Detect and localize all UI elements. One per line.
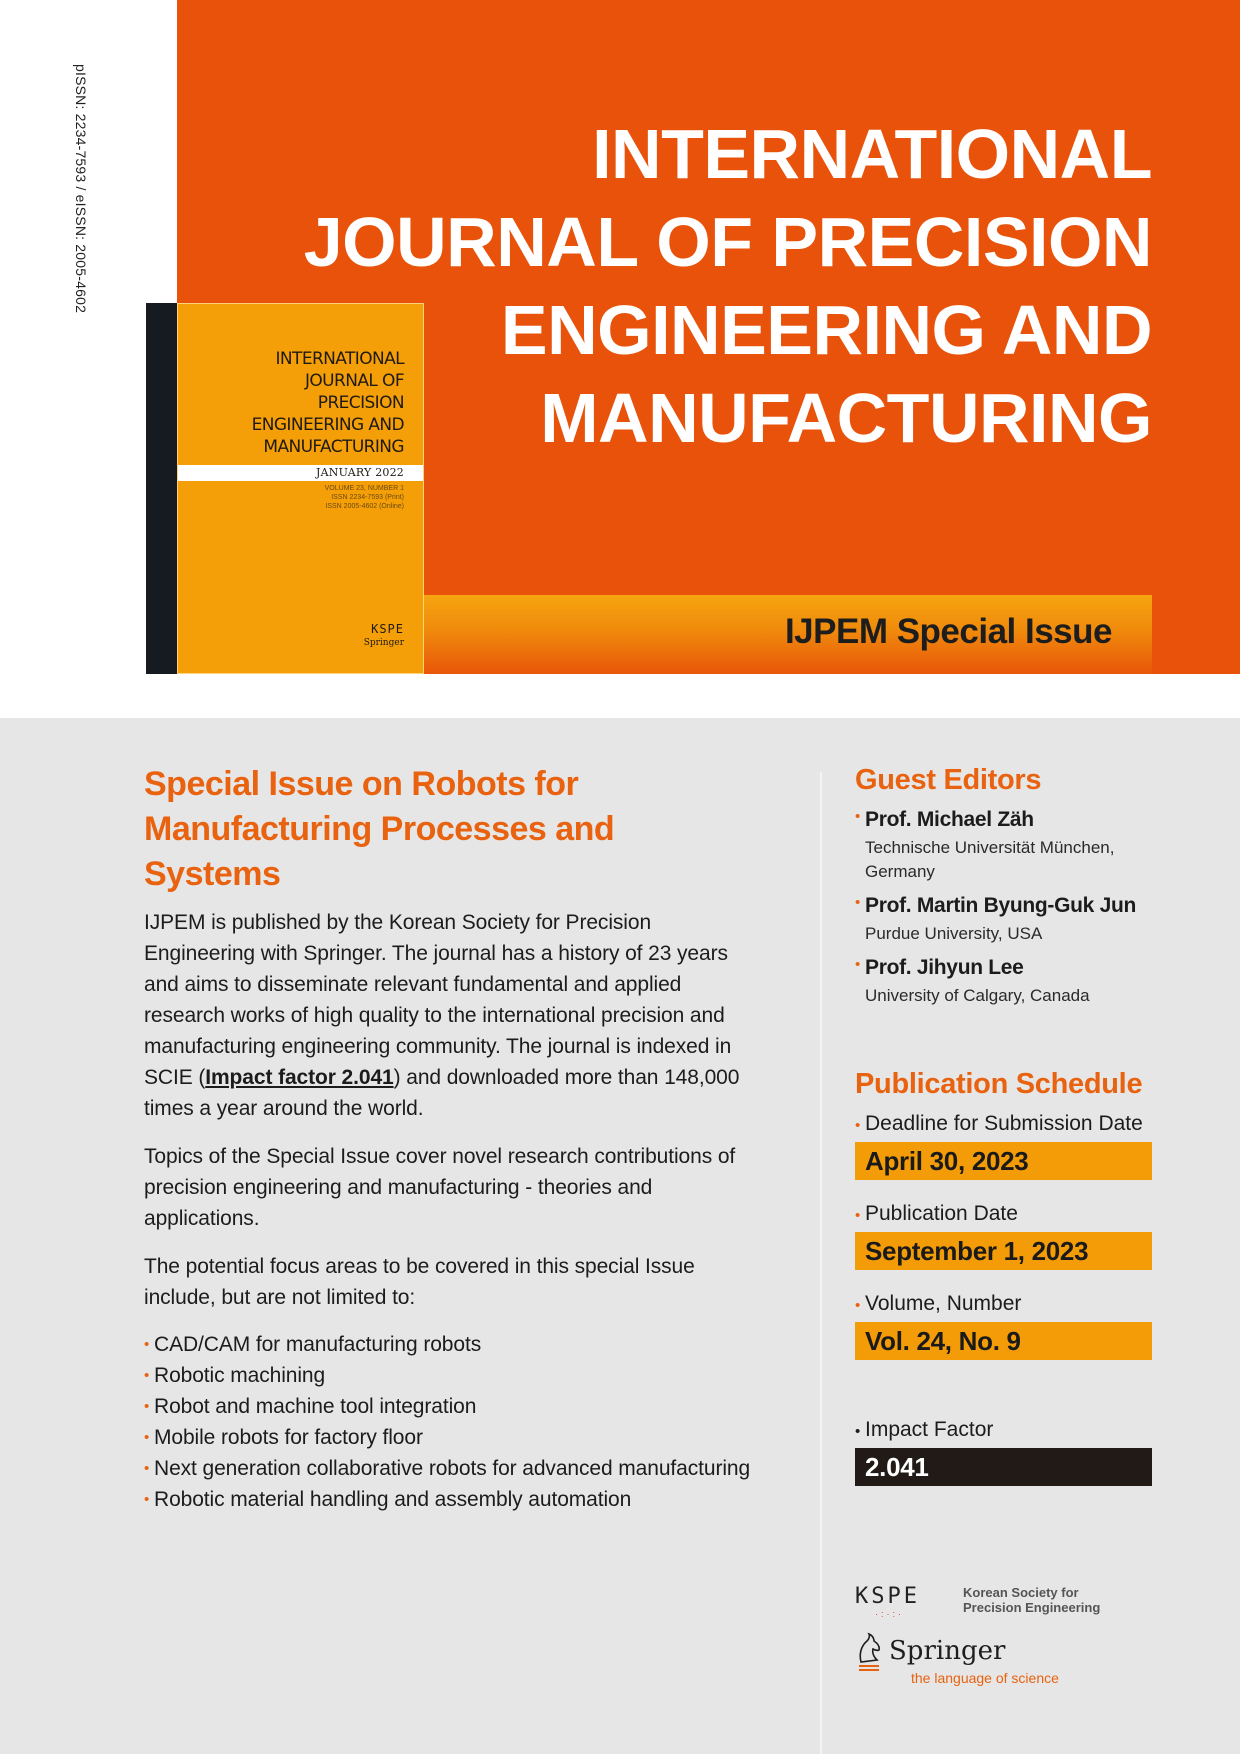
schedule-label-text: Publication Date (865, 1202, 1018, 1225)
springer-horse-icon (855, 1632, 883, 1672)
cover-date: JANUARY 2022 (316, 466, 404, 479)
impact-factor-value: 2.041 (855, 1448, 1152, 1486)
springer-name: Springer (889, 1636, 1006, 1666)
list-item (144, 1391, 756, 1422)
topic-text: CAD/CAM for manufacturing robots (154, 1333, 482, 1356)
editor-name: Prof. Michael Zäh (865, 808, 1034, 831)
kspe-name-line: Precision Engineering (963, 1600, 1101, 1615)
kspe-dots-icon: ·:·:· (875, 1609, 904, 1619)
cover-title-line: MANUFACTURING (263, 437, 404, 457)
cover-volume-line: ISSN 2005-4602 (Online) (325, 503, 404, 510)
topic-text: Robotic machining (154, 1364, 326, 1387)
cover-title (204, 348, 404, 458)
impact-factor-link[interactable]: Impact factor 2.041 (205, 1066, 394, 1089)
editor-name: Prof. Jihyun Lee (865, 956, 1024, 979)
topics-list (144, 1329, 756, 1515)
journal-title-line: MANUFACTURING (540, 379, 1152, 457)
schedule-label-text: Volume, Number (865, 1292, 1022, 1315)
schedule-label (855, 1200, 1152, 1228)
impact-factor-label (855, 1416, 1152, 1444)
column-divider (820, 772, 822, 1754)
editor-item (855, 806, 1152, 884)
cover-title-line: ENGINEERING AND (251, 415, 404, 435)
schedule-label (855, 1110, 1152, 1138)
editor-name: Prof. Martin Byung-Guk Jun (865, 894, 1137, 917)
topic-text: Next generation collaborative robots for advanced manufacturing (154, 1457, 751, 1480)
kspe-name (963, 1585, 1100, 1615)
special-issue-title: Special Issue on Robots for Manufacturing Processes and Systems (144, 765, 615, 893)
list-item (144, 1484, 756, 1515)
cover-title-line: JOURNAL OF (304, 371, 404, 391)
bullet-icon: • (855, 1423, 861, 1440)
intro-paragraph (144, 907, 756, 1124)
topic-text: Mobile robots for factory floor (154, 1426, 423, 1449)
cover-title-line: PRECISION (317, 393, 404, 413)
topics-paragraph: Topics of the Special Issue cover novel research contributions of precision engineering and manufacturing - theories and applications. (144, 1145, 736, 1230)
schedule-label (855, 1290, 1152, 1318)
editor-item (855, 954, 1152, 1008)
guest-editors-heading: Guest Editors (855, 764, 1042, 796)
bullet-icon: • (144, 1460, 150, 1477)
list-item (144, 1422, 756, 1453)
bullet-icon: • (144, 1398, 150, 1415)
list-item (144, 1329, 756, 1360)
publication-date-value: September 1, 2023 (855, 1232, 1152, 1270)
focus-paragraph: The potential focus areas to be covered in this special Issue include, but are not limited to: (144, 1255, 695, 1309)
journal-title-line: INTERNATIONAL (592, 115, 1152, 193)
cover-spine (146, 303, 178, 674)
sidebar (855, 762, 1152, 1486)
bullet-icon: • (144, 1367, 150, 1384)
bullet-icon: • (855, 1117, 861, 1134)
intro-text: ) and downloaded more than 148,000 times a year around the world. (144, 1066, 740, 1120)
editor-item (855, 892, 1152, 946)
impact-factor-label-text: Impact Factor (865, 1418, 994, 1441)
cover-springer-logo: Springer (363, 638, 404, 648)
schedule-label-text: Deadline for Submission Date (865, 1112, 1143, 1135)
cover-kspe-logo: KSPE (371, 622, 404, 636)
editor-affiliation: Purdue University, USA (865, 924, 1043, 943)
springer-logo (855, 1632, 1155, 1687)
cover-title-line: INTERNATIONAL (275, 349, 404, 369)
bullet-icon: • (144, 1429, 150, 1446)
bullet-icon: • (855, 894, 861, 911)
cover-volume-line: ISSN 2234-7593 (Print) (331, 494, 404, 501)
cover-volume-line: VOLUME 23, NUMBER 1 (324, 485, 404, 492)
main-column (144, 762, 756, 1515)
journal-title-line: JOURNAL OF PRECISION (303, 203, 1152, 281)
bullet-icon: • (144, 1491, 150, 1508)
bullet-icon: • (855, 1207, 861, 1224)
issn-text: pISSN: 2234-7593 / eISSN: 2005-4602 (73, 64, 89, 314)
topic-text: Robotic material handling and assembly automation (154, 1488, 632, 1511)
deadline-value: April 30, 2023 (855, 1142, 1152, 1180)
intro-text: IJPEM is published by the Korean Society for Precision Engineering with Springer. The journal has a history of 23 years and aims to disseminate relevant fundamental and applied research works of high quality to the international precision and manufacturing engineering community. The journal is indexed in SCIE ( (144, 911, 732, 1089)
editor-affiliation: Technische Universität München, Germany (865, 838, 1115, 881)
volume-number-value: Vol. 24, No. 9 (855, 1322, 1152, 1360)
bullet-icon: • (855, 956, 861, 973)
cover-volume (325, 484, 404, 511)
kspe-mark: KSPE (855, 1584, 920, 1609)
list-item (144, 1360, 756, 1391)
journal-cover-image (177, 303, 424, 674)
bullet-icon: • (855, 808, 861, 825)
publication-schedule-heading: Publication Schedule (855, 1068, 1143, 1100)
springer-tagline: the language of science (911, 1670, 1059, 1686)
special-issue-bar (424, 595, 1152, 674)
kspe-name-line: Korean Society for (963, 1585, 1079, 1600)
bullet-icon: • (855, 1297, 861, 1314)
editor-affiliation: University of Calgary, Canada (865, 986, 1090, 1005)
kspe-logo (855, 1582, 1155, 1618)
topic-text: Robot and machine tool integration (154, 1395, 477, 1418)
special-issue-label: IJPEM Special Issue (784, 612, 1112, 651)
journal-title-line: ENGINEERING AND (500, 291, 1152, 369)
bullet-icon: • (144, 1336, 150, 1353)
list-item (144, 1453, 756, 1484)
